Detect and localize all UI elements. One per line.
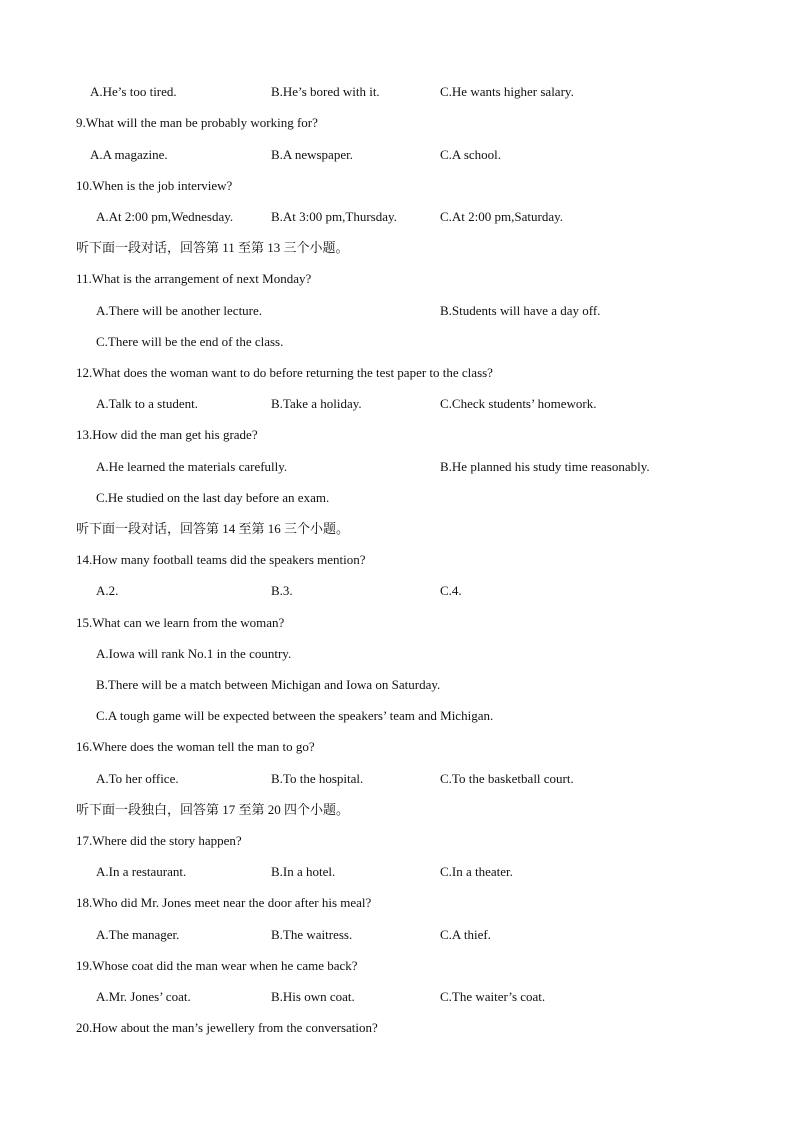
q11-option-b: B.Students will have a day off. <box>440 303 601 318</box>
q12-option-a: A.Talk to a student. <box>96 396 198 411</box>
q18-option-c: C.A thief. <box>440 927 491 942</box>
q12-option-b: B.Take a holiday. <box>271 396 362 411</box>
q13-option-a: A.He learned the materials carefully. <box>96 459 288 474</box>
q11-stem: 11.What is the arrangement of next Monday? <box>76 271 312 286</box>
q14-option-c: C.4. <box>440 583 462 598</box>
q12-stem: 12.What does the woman want to do before returning the test paper to the class? <box>76 365 493 380</box>
q15-option-a: A.Iowa will rank No.1 in the country. <box>96 646 292 661</box>
q9-stem: 9.What will the man be probably working for? <box>76 115 318 130</box>
q10-option-c: C.At 2:00 pm,Saturday. <box>440 209 564 224</box>
q13-stem: 13.How did the man get his grade? <box>76 427 258 442</box>
q17-option-b: B.In a hotel. <box>271 864 336 879</box>
q15-stem: 15.What can we learn from the woman? <box>76 615 285 630</box>
q14-option-b: B.3. <box>271 583 293 598</box>
q19-option-c: C.The waiter’s coat. <box>440 989 546 1004</box>
q10-stem: 10.When is the job interview? <box>76 178 233 193</box>
q19-stem: 19.Whose coat did the man wear when he came back? <box>76 958 358 973</box>
q12-option-c: C.Check students’ homework. <box>440 396 597 411</box>
q15-option-b: B.There will be a match between Michigan and Iowa on Saturday. <box>96 677 441 692</box>
section-instruction-1: 听下面一段对话，回答第 11 至第 13 三个小题。 <box>76 240 349 255</box>
q10-option-b: B.At 3:00 pm,Thursday. <box>271 209 397 224</box>
q16-option-c: C.To the basketball court. <box>440 771 574 786</box>
q16-option-a: A.To her office. <box>96 771 179 786</box>
q18-option-a: A.The manager. <box>96 927 180 942</box>
q9-option-c: C.A school. <box>440 147 502 162</box>
q11-option-c: C.There will be the end of the class. <box>96 334 284 349</box>
q8-option-b: B.He’s bored with it. <box>271 84 380 99</box>
q17-option-a: A.In a restaurant. <box>96 864 187 879</box>
q19-option-a: A.Mr. Jones’ coat. <box>96 989 191 1004</box>
q15-option-c: C.A tough game will be expected between the speakers’ team and Michigan. <box>96 708 494 723</box>
q17-stem: 17.Where did the story happen? <box>76 833 242 848</box>
q19-option-b: B.His own coat. <box>271 989 355 1004</box>
q8-option-a: A.He’s too tired. <box>90 84 177 99</box>
q9-option-a: A.A magazine. <box>90 147 168 162</box>
q8-option-c: C.He wants higher salary. <box>440 84 574 99</box>
q11-option-a: A.There will be another lecture. <box>96 303 263 318</box>
q9-option-b: B.A newspaper. <box>271 147 353 162</box>
section-instruction-3: 听下面一段独白，回答第 17 至第 20 四个小题。 <box>76 802 350 817</box>
q13-option-b: B.He planned his study time reasonably. <box>440 459 650 474</box>
q18-option-b: B.The waitress. <box>271 927 353 942</box>
q17-option-c: C.In a theater. <box>440 864 513 879</box>
q13-option-c: C.He studied on the last day before an exam. <box>96 490 330 505</box>
q10-option-a: A.At 2:00 pm,Wednesday. <box>96 209 234 224</box>
q20-stem: 20.How about the man’s jewellery from the conversation? <box>76 1020 378 1035</box>
q16-stem: 16.Where does the woman tell the man to go? <box>76 739 315 754</box>
q14-option-a: A.2. <box>96 583 119 598</box>
section-instruction-2: 听下面一段对话，回答第 14 至第 16 三个小题。 <box>76 521 350 536</box>
q18-stem: 18.Who did Mr. Jones meet near the door after his meal? <box>76 895 372 910</box>
q16-option-b: B.To the hospital. <box>271 771 364 786</box>
q14-stem: 14.How many football teams did the speakers mention? <box>76 552 366 567</box>
